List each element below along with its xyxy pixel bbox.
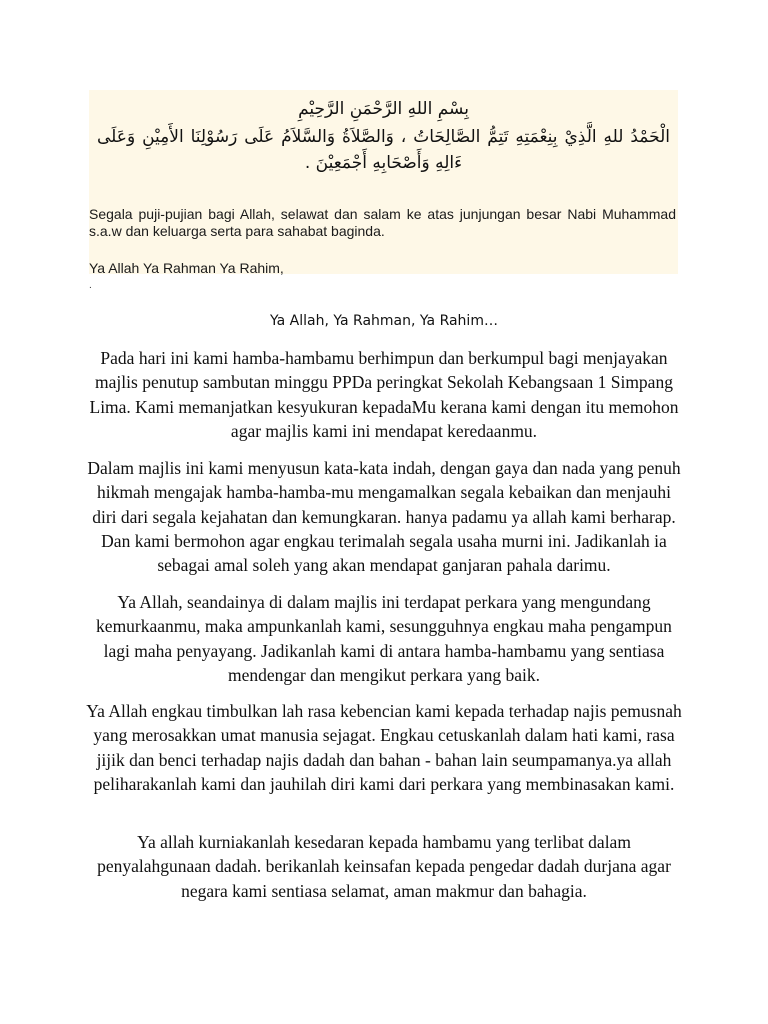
- doa-paragraph: Dalam majlis ini kami menyusun kata-kata indah, dengan gaya dan nada yang penuh hikmah mengajak hamba-hamba-mu mengamalkan segala kebaikan dan menjauhi diri dari segala kejahatan dan kemungkaran. hanya padamu ya allah kami berharap. Dan kami bermohon agar engkau terimalah segala usaha murni ini. Jadikanlah ia sebagai amal soleh yang akan mendapat ganjaran pahala darimu.: [87, 458, 681, 576]
- doa-paragraph: Ya Allah engkau timbulkan lah rasa kebencian kami kepada terhadap najis pemusnah yang merosakkan umat manusia sejagat. Engkau cetuskanlah dalam hati kami, rasa jijik dan benci terhadap najis dadah dan bahan - bahan lain seumpamanya.ya allah peliharakanlah kami dan jauhilah diri kami dari perkara yang membinasakan kami.: [86, 701, 682, 794]
- doa-subtitle: Ya Allah, Ya Rahman, Ya Rahim…: [270, 313, 498, 329]
- basmalah-text: بِسْمِ اللهِ الرَّحْمَنِ الرَّحِيْمِ: [298, 99, 469, 119]
- doa-paragraph: Ya allah kurniakanlah kesedaran kepada hambamu yang terlibat dalam penyalahgunaan dadah. berikanlah keinsafan kepada pengedar dadah durjana agar negara kami sentiasa selamat, aman makmur dan bahagia.: [97, 832, 671, 901]
- stray-dot: .: [89, 280, 92, 291]
- doa-paragraph: Pada hari ini kami hamba-hambamu berhimpun dan berkumpul bagi menjayakan majlis penutup sambutan minggu PPDa peringkat Sekolah Kebangsaan 1 Simpang Lima. Kami memanjatkan kesyukuran kepadaMu kerana kami dengan itu memohon agar majlis kami ini mendapat keredaanmu.: [89, 348, 679, 441]
- opening-header-box: [89, 90, 678, 274]
- doa-paragraph: Ya Allah, seandainya di dalam majlis ini terdapat perkara yang mengundang kemurkaanmu, maka ampunkanlah kami, sesungguhnya engkau maha pengampun lagi maha penyayang. Jadikanlah kami di antara hamba-hambamu yang sentiasa mendengar dan mengikut perkara yang baik.: [96, 592, 672, 685]
- translation-text: Segala puji-pujian bagi Allah, selawat dan salam ke atas junjungan besar Nabi Muhammad s.a.w dan keluarga serta para sahabat baginda.: [89, 206, 676, 239]
- invocation-text: Ya Allah Ya Rahman Ya Rahim,: [89, 260, 284, 276]
- hamdalah-text: الْحَمْدُ للهِ الَّذِيْ بِنِعْمَتِهِ تَتِمُّ الصَّالِحَاتُ ، وَالصَّلاَةُ وَالسَّلاَمُ عَلَى رَسُوْلِنَا الأَمِيْنِ وَعَلَى ءَالِهِ وَأَصْحَابِهِ أَجْمَعِيْنَ .: [97, 127, 670, 173]
